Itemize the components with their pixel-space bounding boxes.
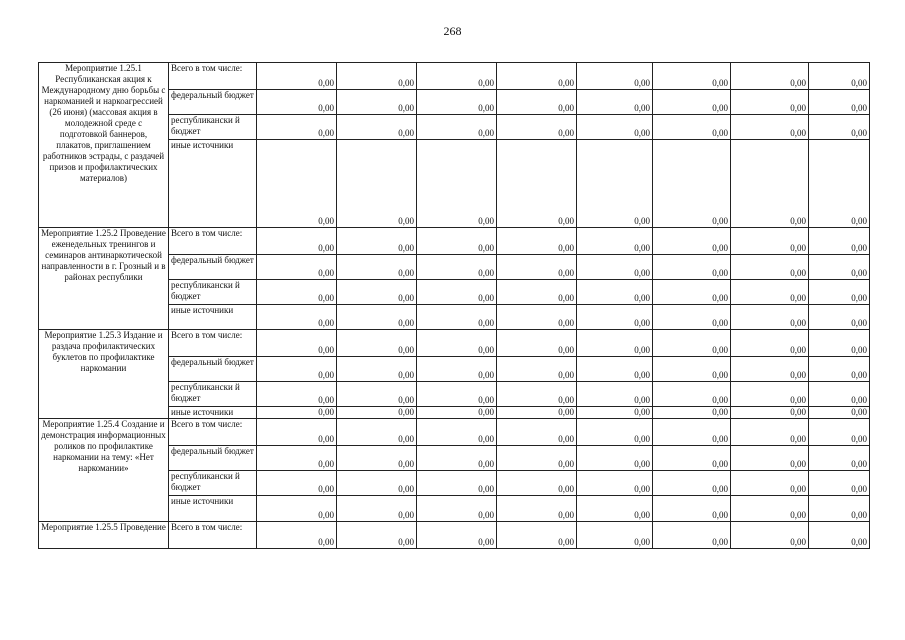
value-cell: 0,00 bbox=[731, 419, 809, 446]
table-row bbox=[39, 419, 870, 446]
value-cell: 0,00 bbox=[653, 115, 731, 140]
value-cell: 0,00 bbox=[257, 255, 337, 280]
value-cell: 0,00 bbox=[497, 446, 577, 471]
value-cell: 0,00 bbox=[653, 471, 731, 496]
value-cell: 0,00 bbox=[577, 382, 653, 407]
value-cell: 0,00 bbox=[337, 228, 417, 255]
value-cell: 0,00 bbox=[497, 280, 577, 305]
event-name-cell: Мероприятие 1.25.2 Проведение еженедельных тренингов и семинаров антинаркотической направленности в г. Грозный и в районах республики bbox=[39, 228, 169, 330]
value-cell: 0,00 bbox=[577, 140, 653, 228]
value-cell: 0,00 bbox=[497, 496, 577, 522]
funding-source-cell: иные источники bbox=[169, 407, 257, 419]
value-cell: 0,00 bbox=[809, 407, 870, 419]
table-row bbox=[39, 228, 870, 255]
value-cell: 0,00 bbox=[577, 255, 653, 280]
value-cell: 0,00 bbox=[653, 63, 731, 90]
value-cell: 0,00 bbox=[577, 228, 653, 255]
value-cell: 0,00 bbox=[653, 255, 731, 280]
value-cell: 0,00 bbox=[337, 407, 417, 419]
value-cell: 0,00 bbox=[731, 407, 809, 419]
value-cell: 0,00 bbox=[653, 305, 731, 330]
value-cell: 0,00 bbox=[809, 330, 870, 357]
value-cell: 0,00 bbox=[809, 357, 870, 382]
value-cell: 0,00 bbox=[809, 471, 870, 496]
event-name-cell: Мероприятие 1.25.4 Создание и демонстрация информационных роликов по профилактике наркомании на тему: «Нет наркомании» bbox=[39, 419, 169, 522]
value-cell: 0,00 bbox=[809, 63, 870, 90]
value-cell: 0,00 bbox=[577, 446, 653, 471]
value-cell: 0,00 bbox=[731, 115, 809, 140]
value-cell: 0,00 bbox=[497, 140, 577, 228]
value-cell: 0,00 bbox=[577, 115, 653, 140]
value-cell: 0,00 bbox=[577, 357, 653, 382]
value-cell: 0,00 bbox=[497, 419, 577, 446]
value-cell: 0,00 bbox=[417, 330, 497, 357]
value-cell: 0,00 bbox=[577, 305, 653, 330]
value-cell: 0,00 bbox=[257, 90, 337, 115]
funding-source-cell: Всего в том числе: bbox=[169, 63, 257, 90]
event-name-cell: Мероприятие 1.25.5 Проведение bbox=[39, 522, 169, 549]
table-row bbox=[39, 522, 870, 549]
funding-source-cell: Всего в том числе: bbox=[169, 228, 257, 255]
value-cell: 0,00 bbox=[257, 446, 337, 471]
value-cell: 0,00 bbox=[653, 357, 731, 382]
value-cell: 0,00 bbox=[257, 522, 337, 549]
value-cell: 0,00 bbox=[577, 522, 653, 549]
value-cell: 0,00 bbox=[257, 305, 337, 330]
value-cell: 0,00 bbox=[257, 330, 337, 357]
value-cell: 0,00 bbox=[577, 471, 653, 496]
value-cell: 0,00 bbox=[731, 280, 809, 305]
value-cell: 0,00 bbox=[809, 280, 870, 305]
value-cell: 0,00 bbox=[337, 305, 417, 330]
value-cell: 0,00 bbox=[731, 496, 809, 522]
value-cell: 0,00 bbox=[497, 115, 577, 140]
value-cell: 0,00 bbox=[417, 305, 497, 330]
value-cell: 0,00 bbox=[417, 382, 497, 407]
value-cell: 0,00 bbox=[809, 496, 870, 522]
value-cell: 0,00 bbox=[497, 330, 577, 357]
value-cell: 0,00 bbox=[417, 522, 497, 549]
value-cell: 0,00 bbox=[257, 115, 337, 140]
value-cell: 0,00 bbox=[731, 228, 809, 255]
value-cell: 0,00 bbox=[337, 357, 417, 382]
funding-source-cell: федеральный бюджет bbox=[169, 255, 257, 280]
value-cell: 0,00 bbox=[257, 382, 337, 407]
value-cell: 0,00 bbox=[497, 471, 577, 496]
value-cell: 0,00 bbox=[417, 496, 497, 522]
value-cell: 0,00 bbox=[417, 90, 497, 115]
value-cell: 0,00 bbox=[337, 522, 417, 549]
value-cell: 0,00 bbox=[337, 446, 417, 471]
funding-source-cell: Всего в том числе: bbox=[169, 419, 257, 446]
value-cell: 0,00 bbox=[257, 407, 337, 419]
value-cell: 0,00 bbox=[257, 228, 337, 255]
funding-source-cell: Всего в том числе: bbox=[169, 522, 257, 549]
value-cell: 0,00 bbox=[577, 330, 653, 357]
value-cell: 0,00 bbox=[809, 90, 870, 115]
value-cell: 0,00 bbox=[257, 140, 337, 228]
value-cell: 0,00 bbox=[653, 280, 731, 305]
value-cell: 0,00 bbox=[417, 419, 497, 446]
value-cell: 0,00 bbox=[731, 471, 809, 496]
value-cell: 0,00 bbox=[653, 446, 731, 471]
value-cell: 0,00 bbox=[653, 382, 731, 407]
funding-source-cell: Всего в том числе: bbox=[169, 330, 257, 357]
value-cell: 0,00 bbox=[417, 280, 497, 305]
value-cell: 0,00 bbox=[577, 63, 653, 90]
value-cell: 0,00 bbox=[257, 419, 337, 446]
value-cell: 0,00 bbox=[809, 140, 870, 228]
value-cell: 0,00 bbox=[497, 255, 577, 280]
value-cell: 0,00 bbox=[653, 140, 731, 228]
funding-source-cell: федеральный бюджет bbox=[169, 357, 257, 382]
budget-table-body bbox=[39, 63, 870, 549]
value-cell: 0,00 bbox=[497, 407, 577, 419]
value-cell: 0,00 bbox=[731, 382, 809, 407]
value-cell: 0,00 bbox=[731, 446, 809, 471]
value-cell: 0,00 bbox=[809, 228, 870, 255]
budget-table bbox=[38, 62, 870, 549]
value-cell: 0,00 bbox=[731, 357, 809, 382]
value-cell: 0,00 bbox=[497, 357, 577, 382]
value-cell: 0,00 bbox=[809, 305, 870, 330]
page-number: 268 bbox=[443, 24, 462, 38]
value-cell: 0,00 bbox=[497, 90, 577, 115]
value-cell: 0,00 bbox=[417, 407, 497, 419]
value-cell: 0,00 bbox=[731, 330, 809, 357]
value-cell: 0,00 bbox=[257, 63, 337, 90]
value-cell: 0,00 bbox=[653, 90, 731, 115]
value-cell: 0,00 bbox=[497, 522, 577, 549]
value-cell: 0,00 bbox=[417, 63, 497, 90]
value-cell: 0,00 bbox=[653, 330, 731, 357]
value-cell: 0,00 bbox=[731, 305, 809, 330]
value-cell: 0,00 bbox=[337, 330, 417, 357]
event-name-cell: Мероприятие 1.25.1 Республиканская акция к Международному дню борьбы с наркоманией и наркоагрессией (26 июня) (массовая акция в молодежной среде с подготовкой баннеров, плакатов, приглашением работников эстрады, с раздачей призов и профилактических материалов) bbox=[39, 63, 169, 228]
value-cell: 0,00 bbox=[653, 419, 731, 446]
value-cell: 0,00 bbox=[577, 419, 653, 446]
value-cell: 0,00 bbox=[653, 407, 731, 419]
value-cell: 0,00 bbox=[417, 357, 497, 382]
value-cell: 0,00 bbox=[257, 280, 337, 305]
value-cell: 0,00 bbox=[337, 496, 417, 522]
value-cell: 0,00 bbox=[417, 446, 497, 471]
table-row bbox=[39, 63, 870, 90]
value-cell: 0,00 bbox=[809, 255, 870, 280]
value-cell: 0,00 bbox=[257, 357, 337, 382]
value-cell: 0,00 bbox=[577, 496, 653, 522]
value-cell: 0,00 bbox=[731, 90, 809, 115]
funding-source-cell: республикански й бюджет bbox=[169, 382, 257, 407]
value-cell: 0,00 bbox=[257, 471, 337, 496]
value-cell: 0,00 bbox=[497, 63, 577, 90]
table-row bbox=[39, 330, 870, 357]
funding-source-cell: республикански й бюджет bbox=[169, 115, 257, 140]
value-cell: 0,00 bbox=[809, 419, 870, 446]
funding-source-cell: иные источники bbox=[169, 305, 257, 330]
funding-source-cell: иные источники bbox=[169, 496, 257, 522]
value-cell: 0,00 bbox=[577, 90, 653, 115]
value-cell: 0,00 bbox=[337, 115, 417, 140]
event-name-cell: Мероприятие 1.25.3 Издание и раздача профилактических буклетов по профилактике наркомании bbox=[39, 330, 169, 419]
value-cell: 0,00 bbox=[337, 280, 417, 305]
value-cell: 0,00 bbox=[337, 419, 417, 446]
value-cell: 0,00 bbox=[497, 382, 577, 407]
value-cell: 0,00 bbox=[337, 90, 417, 115]
value-cell: 0,00 bbox=[417, 471, 497, 496]
funding-source-cell: республикански й бюджет bbox=[169, 280, 257, 305]
value-cell: 0,00 bbox=[653, 496, 731, 522]
value-cell: 0,00 bbox=[497, 305, 577, 330]
value-cell: 0,00 bbox=[337, 63, 417, 90]
value-cell: 0,00 bbox=[337, 255, 417, 280]
value-cell: 0,00 bbox=[497, 228, 577, 255]
funding-source-cell: иные источники bbox=[169, 140, 257, 228]
value-cell: 0,00 bbox=[809, 446, 870, 471]
value-cell: 0,00 bbox=[337, 382, 417, 407]
value-cell: 0,00 bbox=[417, 255, 497, 280]
value-cell: 0,00 bbox=[417, 228, 497, 255]
value-cell: 0,00 bbox=[337, 140, 417, 228]
value-cell: 0,00 bbox=[653, 228, 731, 255]
funding-source-cell: федеральный бюджет bbox=[169, 446, 257, 471]
value-cell: 0,00 bbox=[417, 115, 497, 140]
value-cell: 0,00 bbox=[257, 496, 337, 522]
funding-source-cell: республикански й бюджет bbox=[169, 471, 257, 496]
value-cell: 0,00 bbox=[731, 522, 809, 549]
value-cell: 0,00 bbox=[809, 115, 870, 140]
value-cell: 0,00 bbox=[337, 471, 417, 496]
value-cell: 0,00 bbox=[653, 522, 731, 549]
value-cell: 0,00 bbox=[731, 63, 809, 90]
value-cell: 0,00 bbox=[731, 255, 809, 280]
value-cell: 0,00 bbox=[417, 140, 497, 228]
value-cell: 0,00 bbox=[731, 140, 809, 228]
value-cell: 0,00 bbox=[809, 522, 870, 549]
value-cell: 0,00 bbox=[809, 382, 870, 407]
funding-source-cell: федеральный бюджет bbox=[169, 90, 257, 115]
value-cell: 0,00 bbox=[577, 407, 653, 419]
value-cell: 0,00 bbox=[577, 280, 653, 305]
